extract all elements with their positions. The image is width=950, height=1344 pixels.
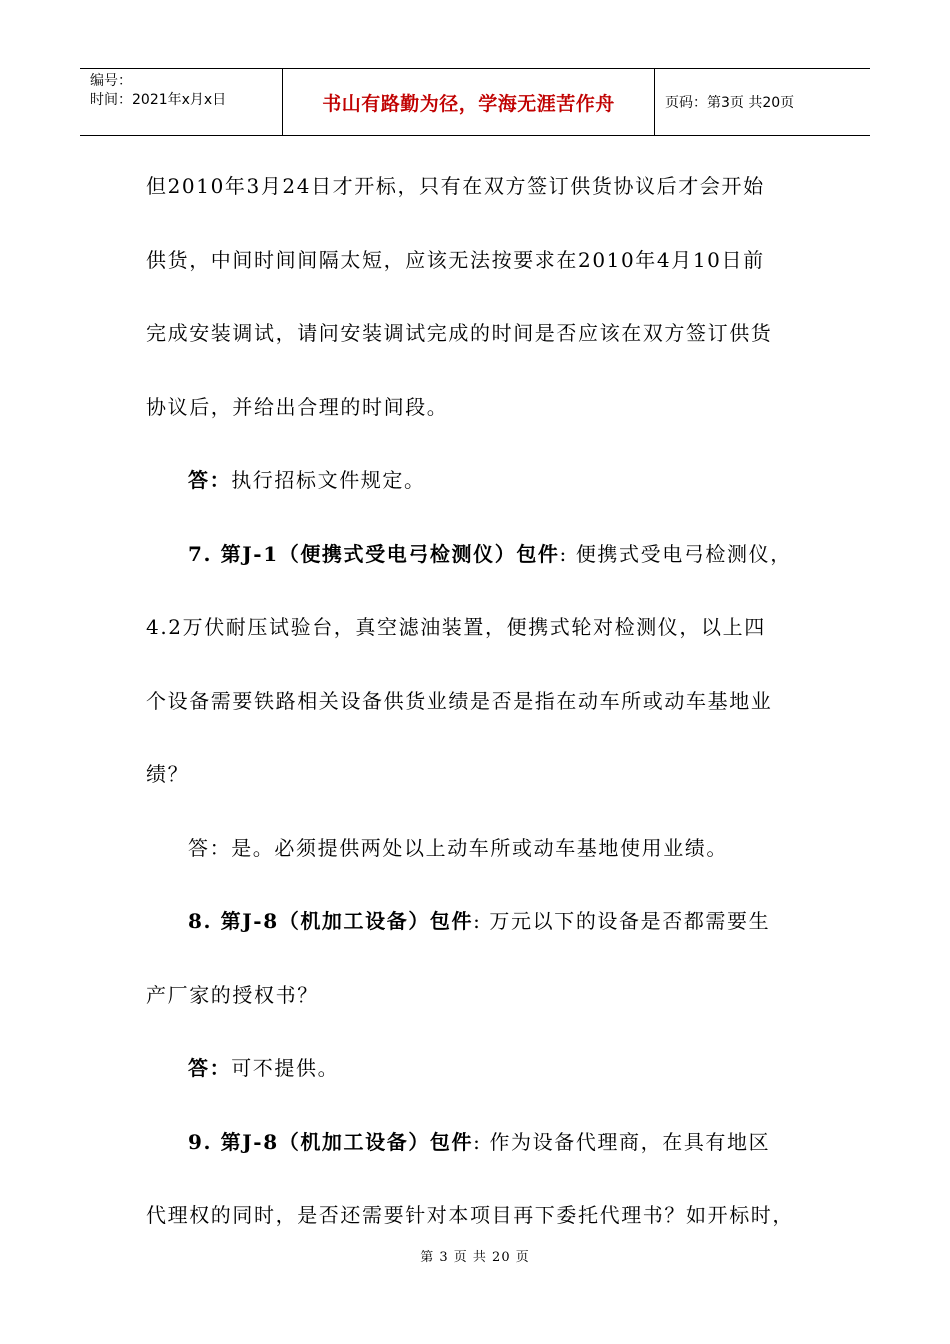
page-footer: 第 3 页 共 20 页 <box>420 1250 530 1265</box>
answer-text: 执行招标文件规定。 <box>231 468 426 492</box>
question-heading: 9. 第J-8（机加工设备）包件 <box>188 1129 474 1154</box>
paragraph-line: 完成安装调试，请问安装调试完成的时间是否应该在双方签订供货 <box>146 321 773 345</box>
paragraph-line: 个设备需要铁路相关设备供货业绩是否是指在动车所或动车基地业 <box>146 688 773 713</box>
paragraph-line: 产厂家的授权书？ <box>146 982 319 1007</box>
question-heading: 7. 第J-1（便携式受电弓检测仪）包件 <box>188 541 560 566</box>
paragraph-line: 4.2万伏耐压试验台，真空滤油装置，便携式轮对检测仪，以上四 <box>146 615 766 639</box>
paragraph-line: 协议后，并给出合理的时间段。 <box>146 394 449 419</box>
document-time-label: 时间：2021年x月x日 <box>90 92 227 108</box>
question-9 <box>146 1124 826 1198</box>
question-text: : 万元以下的设备是否都需要生 <box>473 909 771 933</box>
question-heading: 8. 第J-8（机加工设备）包件 <box>188 909 474 933</box>
question-text: : 作为设备代理商，在具有地区 <box>473 1129 771 1154</box>
answer-7: 答：是。必须提供两处以上动车所或动车基地使用业绩。 <box>188 835 728 860</box>
header-motto: 书山有路勤为径，学海无涯苦作舟 <box>283 69 655 135</box>
answer-text: 可不提供。 <box>231 1056 340 1080</box>
question-8 <box>146 903 826 977</box>
question-7 <box>146 536 826 610</box>
answer-label: 答： <box>188 468 232 492</box>
paragraph-line: 代理权的同时，是否还需要针对本项目再下委托代理书？如开标时， <box>146 1203 794 1227</box>
header-page-info: 页码：第3页 共20页 <box>665 95 795 111</box>
answer-8 <box>146 1050 826 1124</box>
document-number-label: 编号： <box>90 73 132 89</box>
answer-label: 答： <box>188 1056 232 1080</box>
document-body <box>146 168 826 1271</box>
paragraph-line: 绩？ <box>146 762 190 786</box>
paragraph-line: 但2010年3月24日才开标，只有在双方签订供货协议后才会开始 <box>146 174 765 198</box>
page-header <box>80 68 870 136</box>
paragraph-line: 供货，中间时间间隔太短，应该无法按要求在2010年4月10日前 <box>146 247 765 272</box>
header-meta <box>80 69 283 135</box>
question-text: : 便携式受电弓检测仪， <box>559 541 792 566</box>
answer-6 <box>146 462 826 536</box>
